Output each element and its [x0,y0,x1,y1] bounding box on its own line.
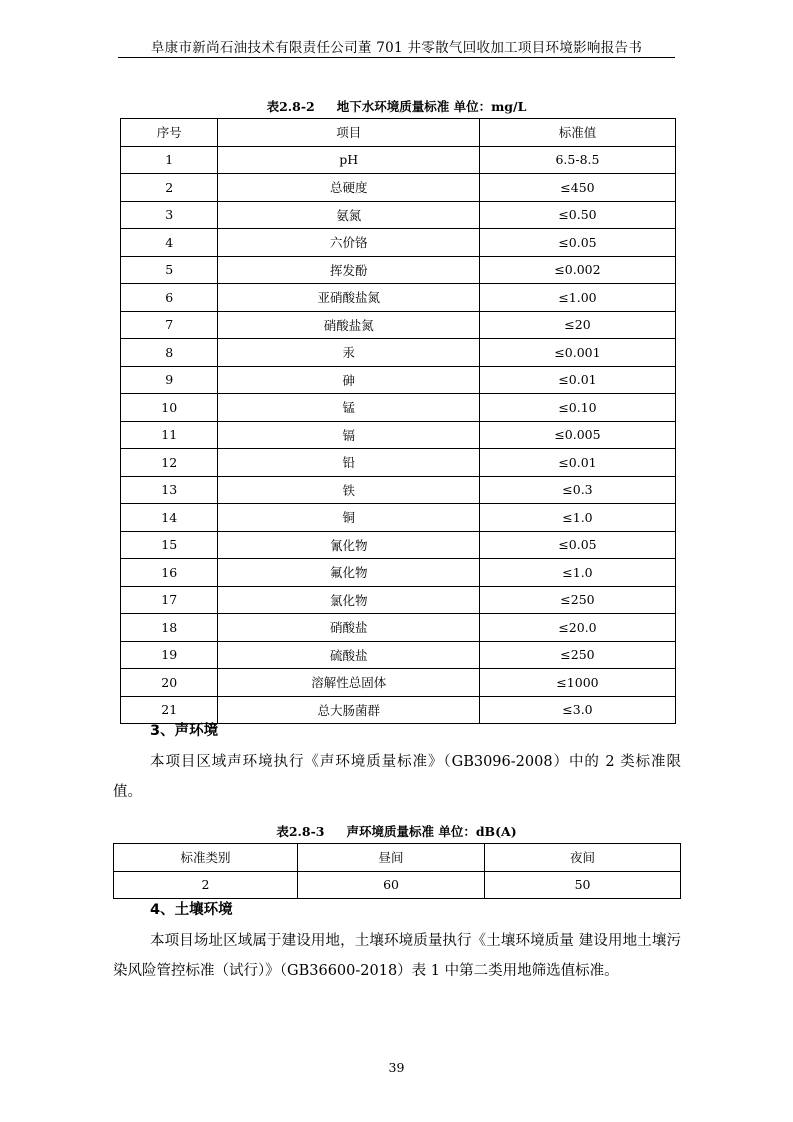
table-cell: ≤0.005 [479,421,675,449]
table-row [121,449,676,477]
table-cell: ≤0.10 [479,394,675,422]
table-cell: ≤0.3 [479,476,675,504]
column-header: 序号 [121,119,218,147]
table-cell: 3 [121,201,218,229]
table-row [121,146,676,174]
column-header: 项目 [218,119,479,147]
table-row [121,339,676,367]
table-cell: 挥发酚 [218,256,479,284]
table-row [121,531,676,559]
header-rule [118,57,675,58]
table-cell: ≤3.0 [479,696,675,724]
table-row [114,871,681,899]
table-cell: 5 [121,256,218,284]
table-cell: 铜 [218,504,479,532]
table-cell: 18 [121,614,218,642]
groundwater-standard-table [120,118,676,724]
table-cell: 20 [121,669,218,697]
table-cell: 15 [121,531,218,559]
table-header-row [121,119,676,147]
section-title-acoustic: 3、声环境 [150,723,219,739]
table-row [121,284,676,312]
table-header-row [114,844,681,872]
table-cell: 17 [121,586,218,614]
table-cell: 硝酸盐 [218,614,479,642]
table-cell: ≤0.05 [479,229,675,257]
table-caption-number: 表2.8-2 [266,99,315,114]
table-cell: ≤1000 [479,669,675,697]
table-cell: 19 [121,641,218,669]
table-cell: ≤0.002 [479,256,675,284]
table-caption-title: 声环境质量标准 单位：dB(A) [346,824,517,839]
table-cell: ≤0.50 [479,201,675,229]
column-header: 夜间 [485,844,681,872]
table-cell: ≤450 [479,174,675,202]
table-cell: pH [218,146,479,174]
table-cell: 镉 [218,421,479,449]
table-cell: 6 [121,284,218,312]
table-cell: 亚硝酸盐氮 [218,284,479,312]
table-cell: ≤0.05 [479,531,675,559]
table-row [121,311,676,339]
table-row [121,504,676,532]
table-cell: 六价铬 [218,229,479,257]
table-cell: 14 [121,504,218,532]
table-row [121,559,676,587]
table-cell: 硝酸盐氮 [218,311,479,339]
table-cell: 8 [121,339,218,367]
table-cell: 7 [121,311,218,339]
table-row [121,174,676,202]
table-cell: 氟化物 [218,559,479,587]
table-cell: 13 [121,476,218,504]
table-cell: 2 [114,871,298,899]
table-cell: ≤250 [479,641,675,669]
table-cell: 总硬度 [218,174,479,202]
table-caption-groundwater [0,97,793,115]
table-cell: ≤1.0 [479,504,675,532]
table-row [121,256,676,284]
table-cell: 12 [121,449,218,477]
table-cell: 铅 [218,449,479,477]
table-cell: ≤1.00 [479,284,675,312]
table-cell: 1 [121,146,218,174]
table-cell: 总大肠菌群 [218,696,479,724]
table-row [121,669,676,697]
column-header: 昼间 [298,844,485,872]
table-caption-acoustic [0,822,793,840]
table-caption-title: 地下水环境质量标准 单位：mg/L [336,99,527,114]
table-cell: 50 [485,871,681,899]
table-row [121,394,676,422]
table-cell: ≤0.01 [479,449,675,477]
section-title-soil: 4、土壤环境 [150,902,233,918]
table-cell: 氰化物 [218,531,479,559]
table-cell: 砷 [218,366,479,394]
table-cell: 汞 [218,339,479,367]
table-cell: ≤0.01 [479,366,675,394]
table-row [121,366,676,394]
table-cell: ≤250 [479,586,675,614]
table-row [121,421,676,449]
table-cell: 铁 [218,476,479,504]
table-cell: ≤20 [479,311,675,339]
table-cell: 2 [121,174,218,202]
table-row [121,614,676,642]
table-cell: 21 [121,696,218,724]
table-cell: 10 [121,394,218,422]
table-cell: 9 [121,366,218,394]
column-header: 标准值 [479,119,675,147]
table-cell: ≤20.0 [479,614,675,642]
paragraph-soil: 本项目场址区域属于建设用地，土壤环境质量执行《土壤环境质量 建设用地土壤污染风险管控标准（试行）》（GB36600-2018）表 1 中第二类用地筛选值标准。 [113,933,681,979]
table-row [121,229,676,257]
table-row [121,641,676,669]
table-cell: 锰 [218,394,479,422]
table-cell: ≤1.0 [479,559,675,587]
paragraph-acoustic: 本项目区域声环境执行《声环境质量标准》（GB3096-2008）中的 2 类标准限值。 [113,754,681,800]
table-row [121,201,676,229]
table-cell: 11 [121,421,218,449]
table-row [121,586,676,614]
table-cell: 氯化物 [218,586,479,614]
acoustic-standard-table [113,843,681,899]
table-cell: 60 [298,871,485,899]
table-cell: 4 [121,229,218,257]
column-header: 标准类别 [114,844,298,872]
table-caption-number: 表2.8-3 [276,824,325,839]
table-cell: 氨氮 [218,201,479,229]
table-cell: 16 [121,559,218,587]
page-header: 阜康市新尚石油技术有限责任公司董 701 井零散气回收加工项目环境影响报告书 [150,40,643,56]
table-row [121,476,676,504]
table-cell: 硫酸盐 [218,641,479,669]
table-cell: 溶解性总固体 [218,669,479,697]
table-cell: 6.5-8.5 [479,146,675,174]
page-number: 39 [388,1060,405,1075]
table-cell: ≤0.001 [479,339,675,367]
